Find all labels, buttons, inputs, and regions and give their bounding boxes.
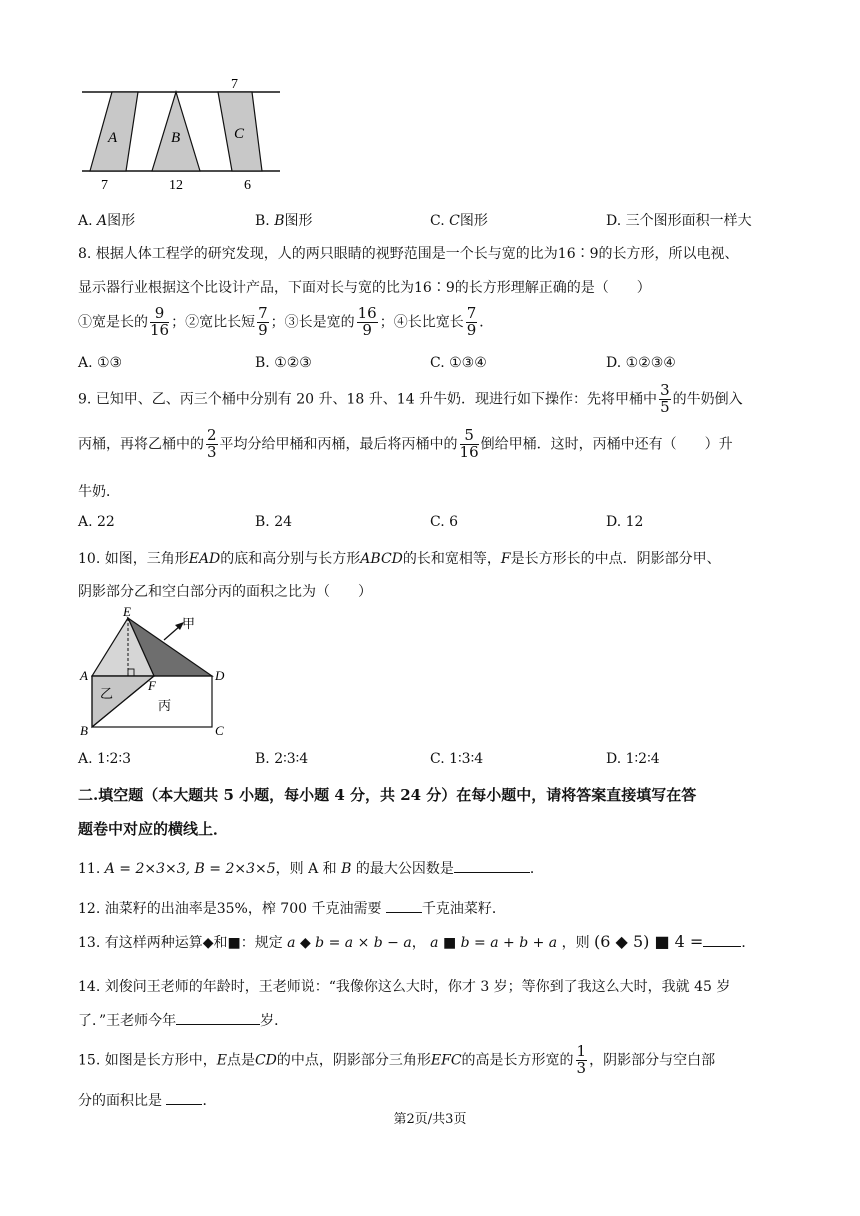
q9-option-b[interactable]: B. 24 [255,514,293,530]
q9-text: 丙桶，再将乙桶中的 [78,436,204,453]
q12-text: 千克油菜籽． [421,901,506,917]
shape-a-label: A [108,130,118,146]
q10-option-a[interactable]: A. 1∶2∶3 [78,751,132,767]
q9-option-a[interactable]: A. 22 [78,514,115,530]
shape-c-label: C [234,126,245,142]
q11-answer-blank[interactable] [454,860,530,873]
q7-option-d[interactable] [606,210,752,230]
q13-text: ，则 [557,935,595,951]
q9-option-d[interactable]: D. 12 [606,514,644,530]
q10-text: 是长方形长的中点．阴影部分甲、 [510,551,721,567]
q9-text: 平均分给甲桶和丙桶，最后将丙桶中的 [219,436,458,453]
shape-b-label: B [171,130,181,146]
q12 [78,898,506,918]
q10-figure [76,606,236,738]
option-text: 图形 [284,213,313,229]
q14-text: 了．”王老师今年 [78,1013,177,1029]
q10-option-b[interactable]: B. 2∶3∶4 [255,751,309,767]
option-var: C [449,213,460,229]
fraction: $\frac{9}{16}$ [150,304,170,339]
q11: 11. A = 2×3×3, B = 2×3×5，则 A 和 B 的最大公因数是 ． [78,861,544,877]
fraction: $\frac{3}{5}$ [660,381,670,416]
var-efc: EFC [430,1052,462,1069]
fraction: $\frac{16}{9}$ [357,304,377,339]
section-2-heading-cont: 题卷中对应的横线上． [78,820,229,838]
q13: 13. 有这样两种运算◆和■：规定 a ◆ b = a × b − a， a ■ b = a + b + a ，则 (6 ◆ 5) ■ 4 = ． [78,932,756,951]
option-text: 图形 [107,213,136,229]
q13-answer-blank[interactable] [703,934,741,947]
q7-option-b[interactable] [255,210,313,230]
option-prefix: A. [78,213,93,229]
q7-option-a[interactable] [78,210,135,230]
q15-line-2 [78,1090,216,1110]
var-e: E [216,1052,227,1069]
q8-s3: ；③长是宽的 [270,314,355,331]
q8-option-a[interactable]: A. ①③ [78,355,123,371]
q15-text: 的中点，阴影部分三角形 [276,1052,431,1069]
section-2-heading: 二.填空题（本大题共 5 小题，每小题 4 分，共 24 分）在每小题中，请将答案直接填写在答 [78,786,697,804]
label-bing: 丙 [158,698,172,713]
q9-line-1 [78,383,743,416]
q8-option-d[interactable]: D. ①②③④ [606,355,676,371]
fraction: $\frac{5}{16}$ [459,426,479,461]
option-prefix: D. [606,213,622,229]
fig7-top-label: 7 [231,77,238,92]
q15-text: 分的面积比是 [78,1093,167,1109]
q15-text: ，阴影部分与空白部 [589,1052,716,1069]
option-var: A [97,213,108,229]
q8-line-2: 显示器行业根据这个比设计产品，下面对长与宽的比为16∶9的长方形理解正确的是（ ） [78,280,651,296]
q12-text: 12. 油菜籽的出油率是35%，榨 700 千克油需要 [78,901,386,917]
q15-text: ． [202,1093,217,1109]
option-text: 图形 [459,213,488,229]
label-b: B [80,723,88,738]
q11-text: 的最大公因数是 [351,861,454,877]
option-text: 三个图形面积一样大 [625,213,752,229]
label-e: E [123,606,131,619]
q15-text: 的高是长方形宽的 [461,1052,574,1069]
page-footer: 第2页/共3页 [393,1112,467,1127]
q13-expression: (6 ◆ 5) ■ 4 = [594,932,704,951]
q8-s4: ；④长比宽长 [379,314,464,331]
q14-text: 岁． [260,1013,289,1029]
q8-statements: ①宽是长的 $\frac{9}{16}$ ；②宽比长短 $\frac{7}{9}$ ；③长是宽的 $\frac{16}{9}$ ；④长比宽长 $\frac{7}{9}$ ． [78,304,494,339]
fraction: $\frac{1}{3}$ [576,1042,587,1077]
fig7-bottom-label-1: 7 [101,178,108,193]
q10-line-1 [78,548,721,568]
q15-text: 点是 [226,1052,255,1069]
q13-rule-square: a ■ b = a + b + a [430,935,558,951]
label-c: C [215,723,224,738]
option-prefix: C. [430,213,445,229]
var-b: B [341,861,352,877]
fig7-bottom-label-3: 6 [244,178,251,193]
q9-line-2 [78,428,733,461]
q8-option-c[interactable]: C. ①③④ [430,355,487,371]
q9-option-c[interactable]: C. 6 [430,514,459,530]
q9-text: 9. 已知甲、乙、丙三个桶中分别有 20 升、18 升、14 升牛奶．现进行如下操作：先将甲桶中 [78,391,658,408]
var-ead: EAD [188,551,221,567]
q7-option-c[interactable] [430,210,488,230]
q10-line-2: 阴影部分乙和空白部分丙的面积之比为（ ） [78,584,372,600]
fraction: $\frac{7}{9}$ [258,304,268,339]
q13-rule-diamond: a ◆ b = a × b − a [287,935,412,951]
q9-line-3: 牛奶． [78,484,120,500]
option-prefix: B. [255,213,270,229]
label-d: D [215,668,225,683]
q10-text: 的底和高分别与长方形 [220,551,361,567]
q10-text: 的长和宽相等， [402,551,501,567]
fig7-bottom-label-2: 12 [169,178,183,193]
label-yi: 乙 [100,686,114,701]
q10-option-c[interactable]: C. 1∶3∶4 [430,751,484,767]
label-jia: 甲 [182,616,196,631]
q7-figure [76,72,286,196]
var-f: F [500,551,511,567]
q11-expression: A = 2×3×3, B = 2×3×5 [104,861,276,877]
label-a: A [80,668,88,683]
q15-text: 15. 如图是长方形中， [78,1052,217,1069]
fraction: $\frac{7}{9}$ [466,304,477,339]
q9-text: 的牛奶倒入 [672,391,743,408]
q14-line-1: 14. 刘俊问王老师的年龄时，王老师说：“我像你这么大时，你才 3 岁；等你到了我这么大时，我就 45 岁 [78,979,731,995]
q14-answer-blank[interactable] [176,1012,260,1025]
q10-text: 10. 如图，三角形 [78,551,189,567]
q10-option-d[interactable]: D. 1∶2∶4 [606,751,660,767]
q15-line-1 [78,1044,715,1077]
option-var: B [274,213,285,229]
q9-text: 倒给甲桶．这时，丙桶中还有（ ）升 [480,436,733,453]
fraction: $\frac{2}{3}$ [207,426,217,461]
q14-line-2 [78,1010,288,1030]
var-cd: CD [254,1052,277,1069]
q11-text: ，则 A 和 [275,861,342,877]
q8-line-1: 8. 根据人体工程学的研究发现，人的两只眼睛的视野范围是一个长与宽的比为16∶9的长方形，所以电视、 [78,246,739,262]
q11-number: 11. [78,861,105,877]
q8-option-b[interactable]: B. ①②③ [255,355,312,371]
q8-s2: ；②宽比长短 [171,314,256,331]
q8-s1: ①宽是长的 [78,314,148,331]
q13-text: 13. 有这样两种运算◆和■：规定 [78,935,288,951]
label-f: F [148,678,156,693]
q12-answer-blank[interactable] [386,900,422,913]
var-abcd: ABCD [360,551,403,567]
q15-answer-blank[interactable] [166,1092,202,1105]
